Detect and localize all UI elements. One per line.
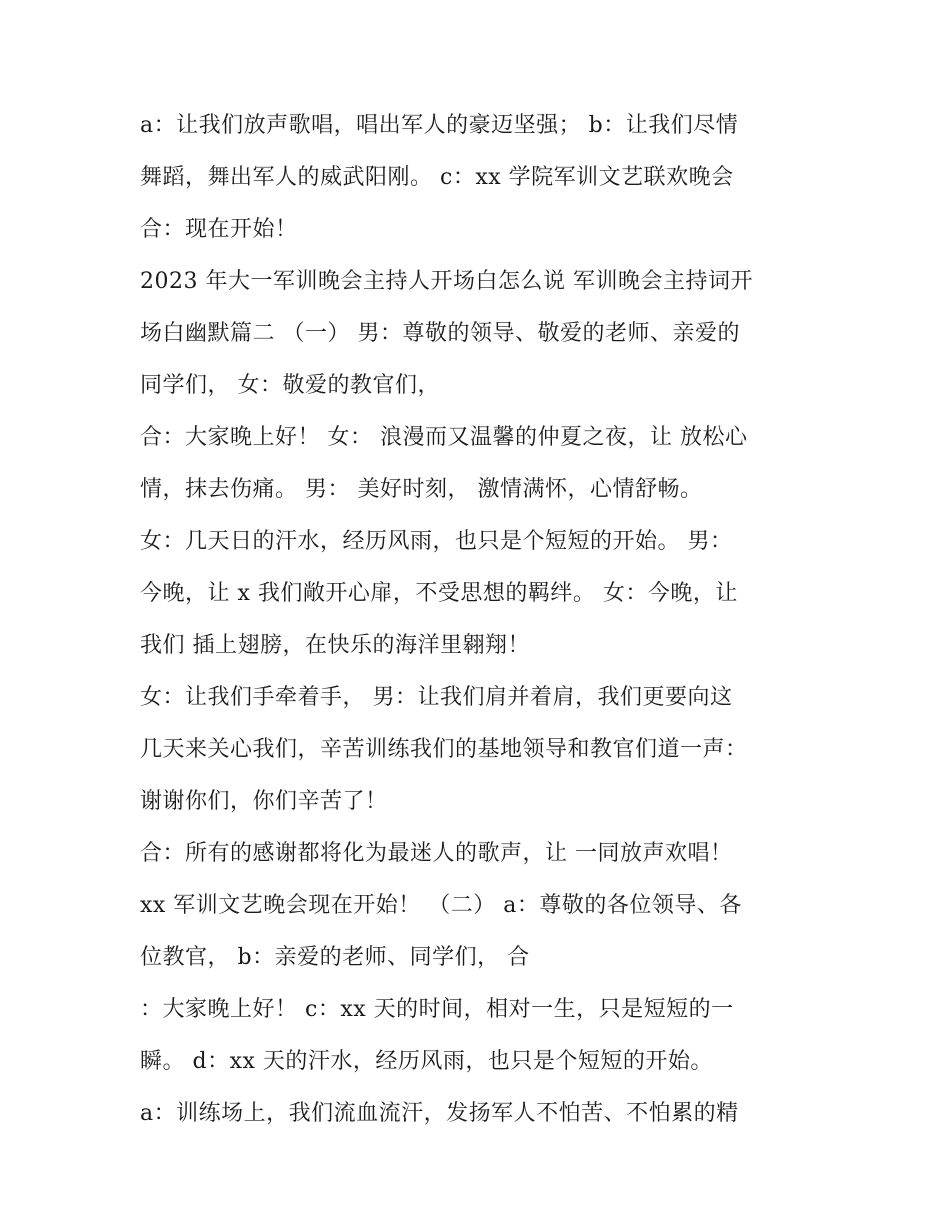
text-line: 2023 年大一军训晚会主持人开场白怎么说 军训晚会主持词开 (140, 269, 753, 294)
text-line: 同学们， 女：敬爱的教官们， (140, 373, 440, 398)
text-line: 我们 插上翅膀，在快乐的海洋里翱翔！ (140, 633, 530, 658)
text-line: 位教官， b：亲爱的老师、同学们， 合 (140, 945, 530, 970)
text-line: 女：让我们手牵着手， 男：让我们肩并着肩，我们更要向这 (140, 685, 733, 710)
text-line: 场白幽默篇二 （一） 男：尊敬的领导、敬爱的老师、亲爱的 (140, 321, 740, 346)
text-line: 瞬。 d：xx 天的汗水，经历风雨，也只是个短短的开始。 (140, 1049, 713, 1074)
text-line: 情，抹去伤痛。 男： 美好时刻， 激情满怀，心情舒畅。 (140, 477, 703, 502)
text-line: 几天来关心我们，辛苦训练我们的基地领导和教官们道一声： (140, 737, 748, 762)
text-line: 合：现在开始！ (140, 217, 298, 242)
text-line: 舞蹈，舞出军人的威武阳刚。 c：xx 学院军训文艺联欢晚会 (140, 165, 734, 190)
text-line: 谢谢你们，你们辛苦了！ (140, 789, 388, 814)
text-line: a：让我们放声歌唱，唱出军人的豪迈坚强； b：让我们尽情 (140, 113, 739, 138)
text-line: ：大家晚上好！ c：xx 天的时间，相对一生，只是短短的一 (140, 997, 734, 1022)
text-line: 今晚，让 x 我们敞开心扉，不受思想的羁绊。 女：今晚，让 (140, 581, 738, 606)
text-line: xx 军训文艺晚会现在开始！ （二） a：尊敬的各位领导、各 (140, 893, 742, 918)
text-line: 女：几天日的汗水，经历风雨，也只是个短短的开始。 男： (140, 529, 733, 554)
text-line: 合：大家晚上好！ 女： 浪漫而又温馨的仲夏之夜，让 放松心 (140, 425, 748, 450)
text-line: 合：所有的感谢都将化为最迷人的歌声，让 一同放声欢唱！ (140, 841, 733, 866)
text-line: a：训练场上，我们流血流汗，发扬军人不怕苦、不怕累的精 (140, 1101, 739, 1126)
